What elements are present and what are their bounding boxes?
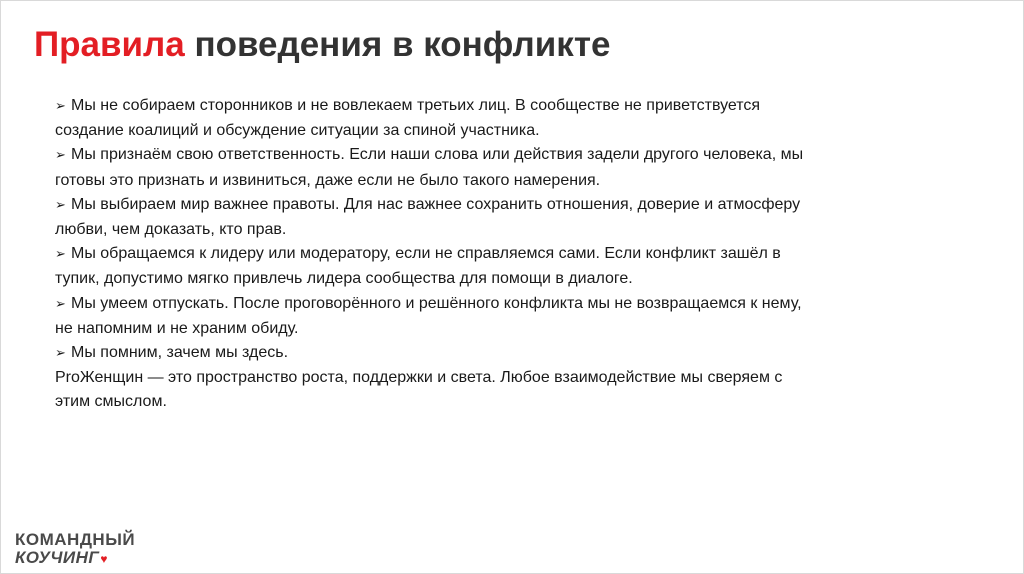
title-rest: поведения в конфликте	[184, 25, 611, 64]
rule-text: Мы не собираем сторонников и не вовлекаем третьих лиц. В сообществе не приветствуется создание коалиций и обсуждение ситуации за спиной участника.	[55, 97, 761, 140]
arrow-bullet-icon: ➢	[55, 346, 66, 362]
rule-text: Мы помним, зачем мы здесь.	[71, 344, 289, 362]
arrow-bullet-icon: ➢	[55, 99, 66, 114]
rule-item	[55, 94, 815, 143]
rule-item	[55, 292, 815, 341]
rule-item	[55, 193, 815, 242]
rule-item	[55, 242, 815, 291]
rule-item	[55, 341, 815, 366]
closing-statement: ProЖенщин — это пространство роста, поддержки и света. Любое взаимодействие мы сверяем с этим смыслом.	[55, 369, 783, 411]
rules-list	[55, 94, 815, 415]
logo-line-2-text: КОУЧИНГ	[15, 548, 100, 567]
rule-text: Мы выбираем мир важнее правоты. Для нас важнее сохранить отношения, доверие и атмосферу любви, чем доказать, кто прав.	[55, 195, 801, 239]
arrow-bullet-icon: ➢	[55, 296, 66, 312]
rule-item	[55, 143, 815, 192]
rule-text: Мы признаём свою ответственность. Если наши слова или действия задели другого человека, мы готовы это признать и извиниться, даже если не было такого намерения.	[55, 146, 804, 189]
arrow-bullet-icon: ➢	[55, 247, 66, 263]
logo-line-1: КОМАНДНЫЙ	[15, 530, 136, 549]
heart-icon: ♥	[100, 552, 108, 566]
rule-text: Мы обращаемся к лидеру или модератору, если не справляемся сами. Если конфликт зашёл в тупик, допустимо мягко привлечь лидера сообщества для помощи в диалоге.	[55, 245, 781, 288]
title-accent-word: Правила	[34, 25, 185, 64]
logo-line-2	[15, 549, 135, 568]
rule-text: Мы умеем отпускать. После проговорённого и решённого конфликта мы не возвращаемся к нему, не напомним и не храним обиду.	[55, 294, 802, 337]
brand-logo	[15, 531, 135, 568]
arrow-bullet-icon: ➢	[55, 148, 66, 164]
slide-title	[34, 19, 610, 71]
arrow-bullet-icon: ➢	[55, 197, 66, 213]
